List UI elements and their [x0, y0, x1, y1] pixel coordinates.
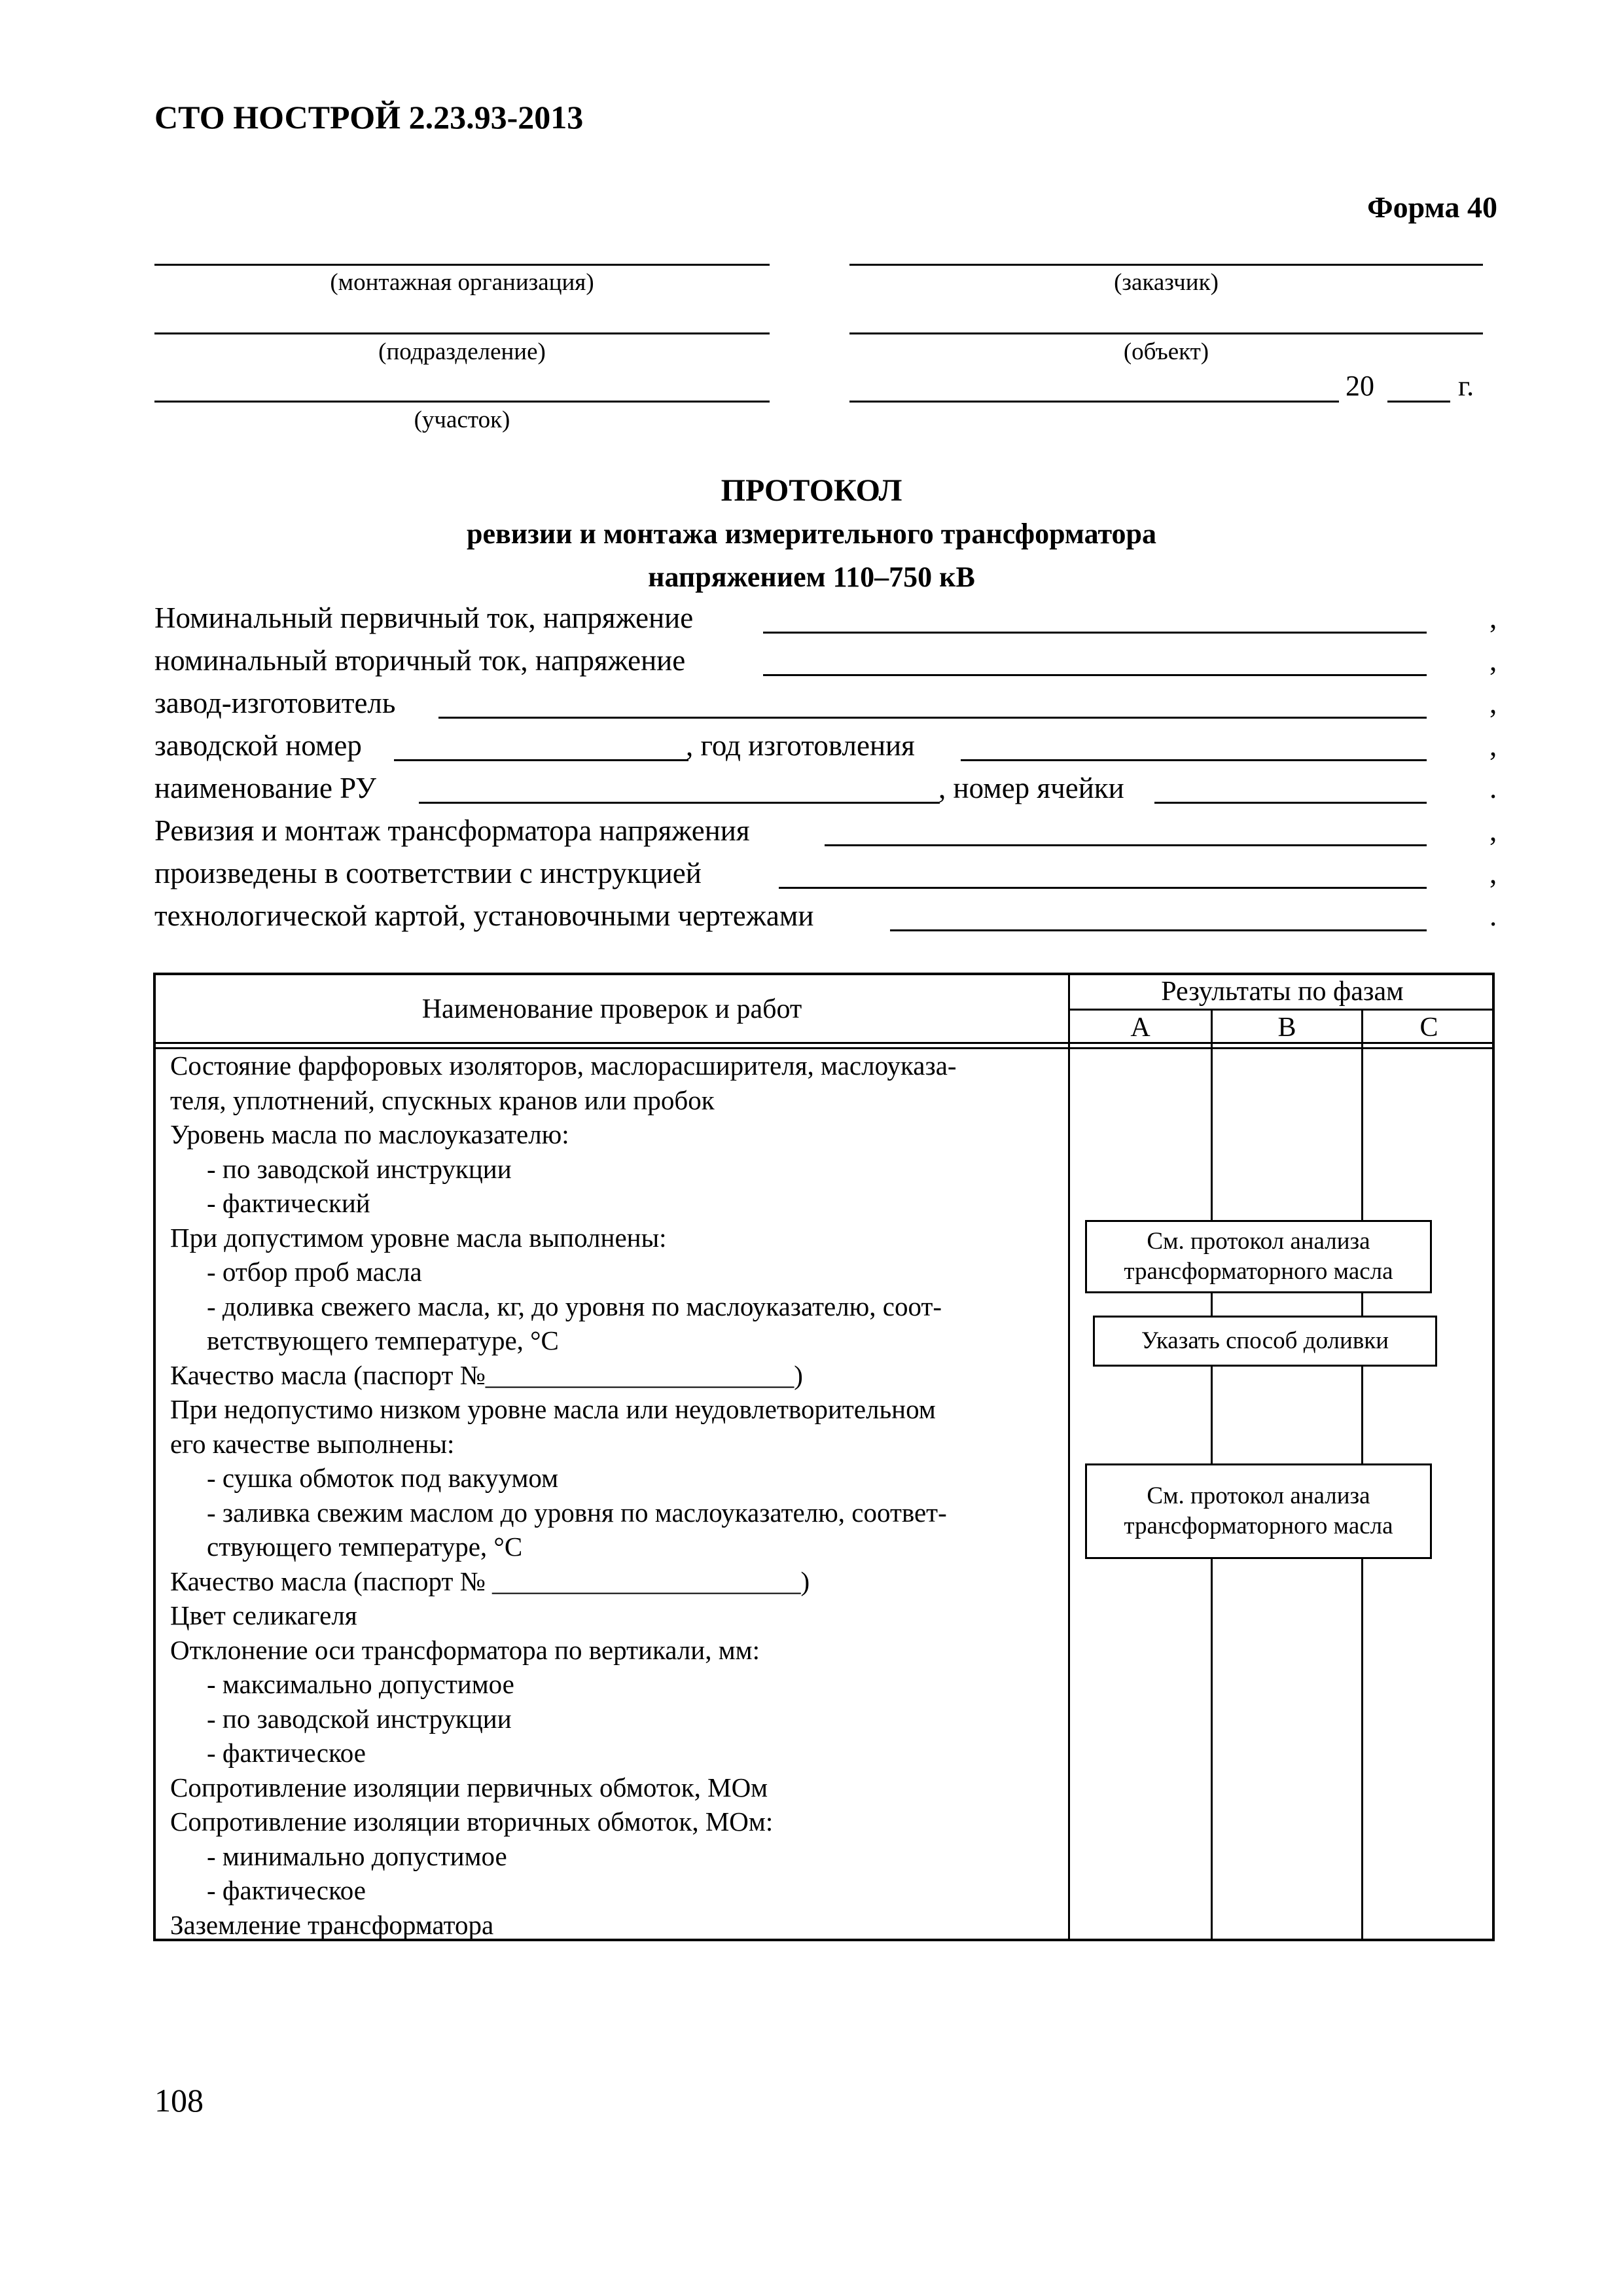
- field-label: произведены в соответствии с инструкцией: [154, 857, 702, 889]
- list-item: - фактическое: [207, 1875, 366, 1905]
- field-label: заводской номер: [154, 729, 362, 762]
- list-item: - по заводской инструкции: [207, 1153, 512, 1184]
- field-switchgear-cell: наименование РУ , номер ячейки .: [154, 772, 1497, 804]
- year-input-line[interactable]: [961, 759, 1427, 761]
- site-caption: (участок): [414, 406, 510, 433]
- phase-a-header: А: [1130, 1013, 1150, 1043]
- site-line[interactable]: [154, 401, 770, 403]
- list-item: Качество масла (паспорт №_______________________): [170, 1359, 803, 1390]
- note-line: См. протокол анализа: [1147, 1482, 1370, 1509]
- list-item: При недопустимо низком уровне масла или неудовлетворительном: [170, 1394, 936, 1424]
- date-line[interactable]: [849, 401, 1339, 403]
- list-item: - минимально допустимое: [207, 1840, 507, 1871]
- year-line[interactable]: [1387, 401, 1450, 403]
- list-item: - фактическое: [207, 1738, 366, 1768]
- list-item: Отклонение оси трансформатора по вертикали, мм:: [170, 1634, 760, 1665]
- org-caption: (монтажная организация): [330, 269, 594, 296]
- list-item: Заземление трансформатора: [170, 1909, 494, 1940]
- customer-caption: (заказчик): [1114, 269, 1219, 296]
- list-item: ствующего температуре, °С: [207, 1532, 523, 1562]
- field-label-cell: , номер ячейки: [938, 772, 1124, 804]
- list-item: - отбор проб масла: [207, 1257, 422, 1287]
- phase-c-header: С: [1419, 1013, 1438, 1043]
- oil-analysis-note-2: [1085, 1463, 1432, 1559]
- list-item: Состояние фарфоровых изоляторов, маслорасширителя, маслоуказа-: [170, 1050, 957, 1081]
- note-line: трансформаторного масла: [1124, 1513, 1393, 1539]
- list-item: - фактический: [207, 1188, 370, 1218]
- list-item: - заливка свежим маслом до уровня по маслоуказателю, соответ-: [207, 1497, 947, 1528]
- list-item: При допустимом уровне масла выполнены:: [170, 1222, 667, 1253]
- field-input-line[interactable]: [763, 632, 1427, 634]
- customer-line[interactable]: [849, 264, 1483, 266]
- form-number: Форма 40: [1367, 190, 1497, 224]
- serial-input-line[interactable]: [394, 759, 688, 761]
- results-header: Результаты по фазам: [1161, 977, 1404, 1007]
- note-line: трансформаторного масла: [1124, 1258, 1393, 1285]
- list-item: - доливка свежего масла, кг, до уровня по маслоуказателю, соот-: [207, 1291, 942, 1321]
- list-item: его качестве выполнены:: [170, 1428, 455, 1459]
- field-primary-current: Номинальный первичный ток, напряжение ,: [154, 601, 1497, 634]
- phase-b-header: В: [1277, 1013, 1296, 1043]
- note-line: Указать способ доливки: [1141, 1327, 1389, 1354]
- field-label-year: , год изготовления: [686, 729, 915, 762]
- col-name-header: Наименование проверок и работ: [421, 994, 802, 1024]
- field-label: технологической картой, установочными чертежами: [154, 899, 814, 932]
- field-label: номинальный вторичный ток, напряжение: [154, 644, 686, 677]
- division-line[interactable]: [154, 332, 770, 334]
- oil-analysis-note-1: [1085, 1220, 1432, 1293]
- field-label: наименование РУ: [154, 772, 376, 804]
- year-prefix: 20: [1346, 370, 1374, 402]
- list-item: Качество масла (паспорт № _______________________): [170, 1566, 810, 1596]
- check-list: [170, 1049, 957, 1942]
- field-input-line[interactable]: [763, 674, 1427, 676]
- list-item: - максимально допустимое: [207, 1669, 514, 1699]
- field-input-line[interactable]: [438, 717, 1427, 719]
- page-number: 108: [154, 2082, 204, 2119]
- protocol-title: ПРОТОКОЛ: [721, 473, 902, 508]
- field-input-line[interactable]: [890, 929, 1427, 931]
- field-serial-year: заводской номер , год изготовления ,: [154, 729, 1497, 762]
- top-up-method-note: [1093, 1316, 1437, 1367]
- note-line: См. протокол анализа: [1147, 1228, 1370, 1255]
- field-label: Номинальный первичный ток, напряжение: [154, 601, 694, 634]
- field-instruction: произведены в соответствии с инструкцией ,: [154, 857, 1497, 889]
- field-drawings: технологической картой, установочными чертежами .: [154, 899, 1497, 932]
- list-item: Сопротивление изоляции первичных обмоток, МОм: [170, 1772, 768, 1803]
- results-header-divider: [1068, 1009, 1495, 1011]
- year-suffix: г.: [1458, 370, 1474, 402]
- field-secondary-current: номинальный вторичный ток, напряжение ,: [154, 644, 1497, 677]
- protocol-voltage: напряжением 110–750 кВ: [648, 561, 975, 593]
- field-manufacturer: завод-изготовитель ,: [154, 687, 1497, 719]
- object-caption: (объект): [1123, 338, 1209, 365]
- field-revision: Ревизия и монтаж трансформатора напряжения ,: [154, 814, 1497, 847]
- list-item: Уровень масла по маслоуказателю:: [170, 1119, 569, 1149]
- field-label: Ревизия и монтаж трансформатора напряжения: [154, 814, 750, 847]
- list-item: - сушка обмоток под вакуумом: [207, 1463, 559, 1493]
- list-item: Цвет селикагеля: [170, 1600, 357, 1630]
- list-item: теля, уплотнений, спускных кранов или пробок: [170, 1085, 715, 1115]
- table-col-divider: [1068, 973, 1070, 1941]
- list-item: Сопротивление изоляции вторичных обмоток, МОм:: [170, 1806, 774, 1837]
- field-label: завод-изготовитель: [154, 687, 396, 719]
- division-caption: (подразделение): [378, 338, 546, 365]
- list-item: ветствующего температуре, °С: [207, 1325, 559, 1355]
- object-line[interactable]: [849, 332, 1483, 334]
- document-code: СТО НОСТРОЙ 2.23.93-2013: [154, 99, 584, 135]
- list-item: - по заводской инструкции: [207, 1703, 512, 1734]
- cell-input-line[interactable]: [1154, 802, 1427, 804]
- field-input-line[interactable]: [825, 844, 1427, 846]
- protocol-subtitle: ревизии и монтажа измерительного трансформатора: [467, 518, 1156, 550]
- switchgear-input-line[interactable]: [419, 802, 940, 804]
- org-line[interactable]: [154, 264, 770, 266]
- field-input-line[interactable]: [779, 887, 1427, 889]
